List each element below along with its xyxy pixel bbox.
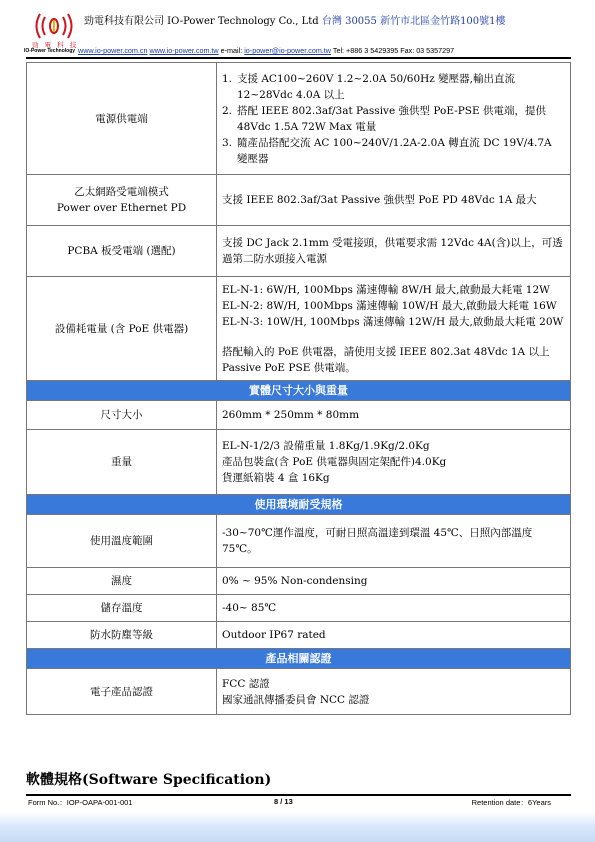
logo-caption-en: IO-Power Technology	[24, 48, 76, 54]
section-header-cert: 產品相關認證	[27, 649, 571, 669]
company-name: 勁電科技有限公司 IO-Power Technology Co., Ltd	[84, 16, 319, 27]
temp-label: 使用溫度範圍	[27, 515, 217, 568]
table-row	[27, 226, 571, 277]
waterproof-value: Outdoor IP67 rated	[217, 622, 571, 649]
section-header-env: 使用環境耐受規格	[27, 495, 571, 515]
table-row	[27, 277, 571, 381]
company-line	[84, 12, 506, 27]
storage-value: -40~ 85℃	[217, 595, 571, 622]
temp-value: -30~70℃運作溫度，可耐日照高溫達到環溫 45℃、日照內部溫度 75℃。	[217, 515, 571, 568]
poe-label: 乙太網路受電端模式 Power over Ethernet PD	[27, 175, 217, 226]
email-label: e-mail:	[220, 46, 243, 55]
logo-caption-cn: 勁 電 科 技	[32, 41, 79, 49]
list-item: 2. 搭配 IEEE 802.3af/3at Passive 強供型 PoE-PSE 供電端，提供 48Vdc 1.5A 72W Max 電量	[222, 104, 546, 133]
form-number: Form No.：IOP-OAPA-001-001	[28, 798, 133, 807]
software-spec-heading: 軟體規格(Software Specification)	[26, 772, 272, 788]
list-item: 1. 支援 AC100~260V 1.2~2.0A 50/60Hz 變壓器,輸出直流 12~28Vdc 4.0A 以上	[222, 72, 515, 101]
table-row	[27, 401, 571, 430]
tel-fax: Tel: +886 3 5429395 Fax: 03 5357297	[332, 46, 455, 55]
table-row	[27, 595, 571, 622]
consumption-label: 設備耗電量 (含 PoE 供電器)	[27, 277, 217, 381]
waterproof-label: 防水防塵等級	[27, 622, 217, 649]
table-row	[27, 430, 571, 495]
page-header	[26, 8, 571, 56]
table-row	[27, 175, 571, 226]
power-value	[217, 63, 571, 175]
table-row	[27, 622, 571, 649]
spec-table	[26, 62, 571, 715]
weight-label: 重量	[27, 430, 217, 495]
table-row	[27, 515, 571, 568]
section-header-size: 實體尺寸大小與重量	[27, 381, 571, 401]
email-link[interactable]: io-power@io-power.com.tw	[244, 46, 331, 55]
humidity-value: 0% ~ 95% Non-condensing	[217, 568, 571, 595]
cert-value: FCC 認證 國家通訊傳播委員會 NCC 認證	[217, 669, 571, 715]
footer-divider	[26, 794, 571, 796]
table-row	[27, 63, 571, 175]
size-value: 260mm * 250mm * 80mm	[217, 401, 571, 430]
humidity-label: 濕度	[27, 568, 217, 595]
website-cn-link[interactable]: www.io-power.com.cn	[78, 46, 148, 55]
company-logo	[24, 12, 79, 54]
storage-label: 儲存溫度	[27, 595, 217, 622]
table-row	[27, 568, 571, 595]
size-label: 尺寸大小	[27, 401, 217, 430]
retention-date: Retention date：6Years	[471, 798, 551, 807]
pcba-label: PCBA 板受電端 (選配)	[27, 226, 217, 277]
company-address: 台灣 30055 新竹市北區金竹路100號1樓	[321, 16, 506, 27]
power-label: 電源供電端	[27, 63, 217, 175]
weight-value: EL-N-1/2/3 設備重量 1.8Kg/1.9Kg/2.0Kg 產品包裝盒(含 PoE 供電器與固定架配件)4.0Kg 貨運紙箱裝 4 盒 16Kg	[217, 430, 571, 495]
power-list	[222, 71, 565, 167]
table-row	[27, 669, 571, 715]
page-number: 8 / 13	[274, 797, 293, 806]
poe-value: 支援 IEEE 802.3af/3at Passive 強供型 PoE PD 48Vdc 1A 最大	[217, 175, 571, 226]
bottom-gradient-band	[0, 812, 595, 842]
website-tw-link[interactable]: www.io-power.com.tw	[149, 46, 219, 55]
consumption-value: EL-N-1: 6W/H, 100Mbps 滿速傳輸 8W/H 最大,啟動最大耗電 12W EL-N-2: 8W/H, 100Mbps 滿速傳輸 10W/H 最大,啟動最大耗電 16W EL-N-3: 10W/H, 100Mbps 滿速傳輸 12W/H 最大,啟動最大耗電 20W 搭配輸入的 PoE 供電器，請使用支援 IEEE 802.3at 48Vdc 1A 以上 Passive PoE PSE 供電端。	[217, 277, 571, 381]
cert-label: 電子產品認證	[27, 669, 217, 715]
pcba-value: 支援 DC Jack 2.1mm 受電接頭，供電要求需 12Vdc 4A(含)以上，可透過第二防水頭接入電源	[217, 226, 571, 277]
list-item: 3. 隨產品搭配交流 AC 100~240V/1.2A-2.0A 轉直流 DC 19V/4.7A 變壓器	[222, 136, 552, 165]
header-divider	[26, 57, 571, 59]
contact-line	[78, 46, 454, 55]
